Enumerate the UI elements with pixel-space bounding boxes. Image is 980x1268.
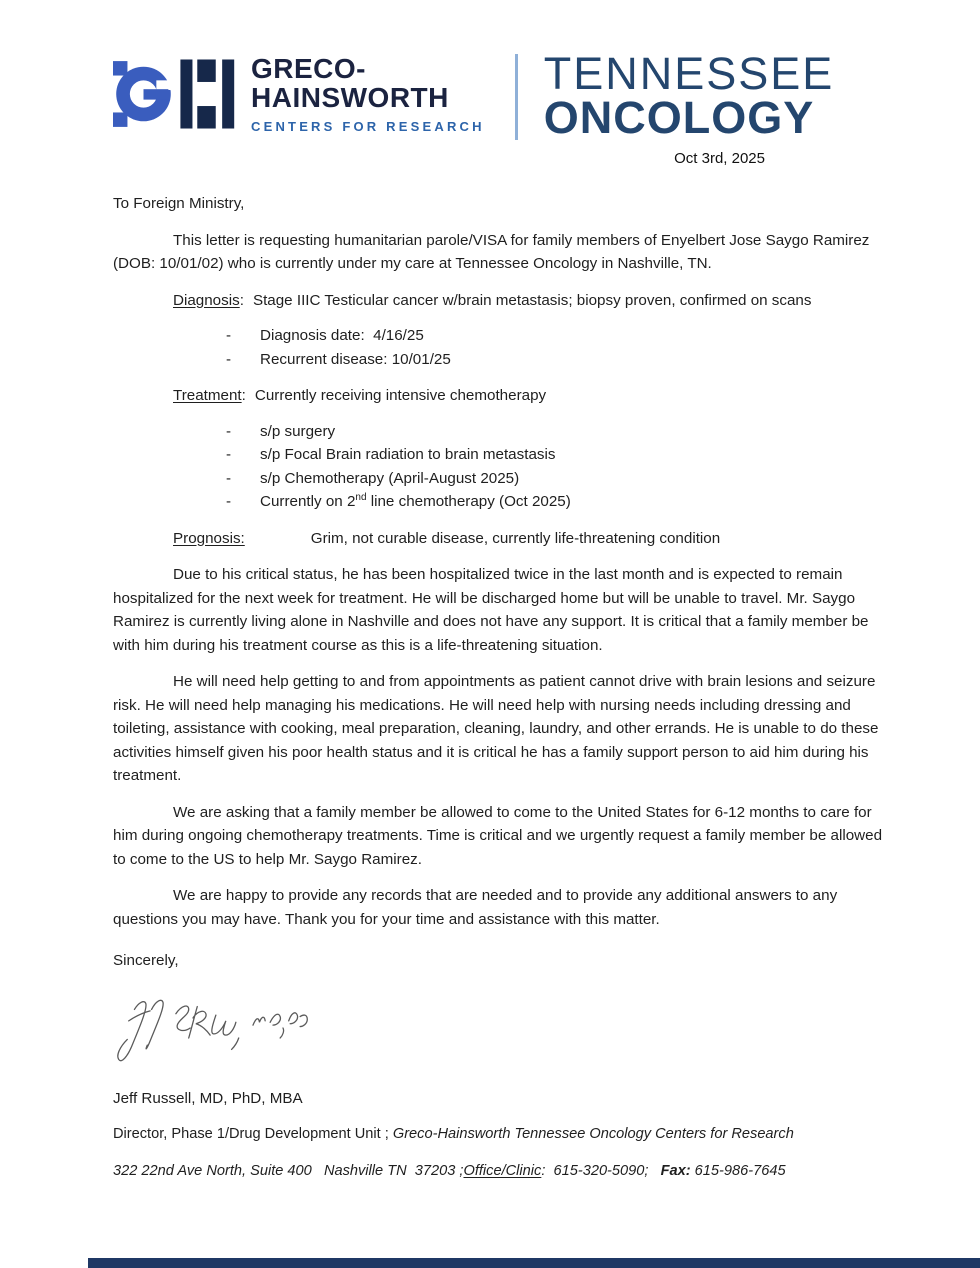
signature-block: [113, 987, 895, 1079]
logo-divider: [515, 54, 518, 140]
diagnosis-colon: :: [239, 291, 244, 309]
paragraph-critical-status: Due to his critical status, he has been hospitalized twice in the last month and is expected to remain hospitalized for the next week for treatment. He will be discharged home but will be unable to travel. Mr. Saygo Ramirez is currently living alone in Nashville and does not have any support. It is critical that a family member be with him during his treatment course as this is a life-threatening situation.: [113, 566, 869, 654]
diagnosis-bullets: [113, 324, 895, 371]
diagnosis-label: Diagnosis: [173, 291, 240, 309]
office-phone: 615-320-5090;: [545, 1162, 661, 1179]
treatment-bullets: [113, 420, 895, 514]
brand-row: [113, 48, 895, 143]
list-item: [113, 324, 895, 348]
contact-line: [113, 1160, 895, 1184]
bullet-dash: -: [226, 493, 232, 510]
paragraph-request: We are asking that a family member be allowed to come to the United States for 6-12 months to care for him during ongoing chemotherapy treatments. Time is critical and we urgently request a family member be allowed to come to the US to help Mr. Saygo Ramirez.: [113, 803, 883, 868]
bullet-dash: -: [226, 327, 232, 344]
logo-name-line1: GRECO-: [251, 53, 366, 84]
bullet-dash: -: [226, 350, 232, 368]
greco-hainsworth-logo-icon: [113, 52, 235, 136]
diagnosis-line: [113, 289, 895, 313]
signatory-credentials: [113, 1123, 895, 1147]
ordinal-superscript: nd: [355, 491, 367, 503]
list-item: [113, 443, 895, 467]
paragraph-records: We are happy to provide any records that are needed and to provide any additional answers to any questions you may have. Thank you for your time and assistance with this matter.: [113, 887, 838, 928]
bullet-text: Recurrent disease: 10/01/25: [260, 350, 451, 368]
logo-name-line2: HAINSWORTH: [251, 82, 449, 113]
salutation: To Foreign Ministry,: [113, 195, 245, 212]
bullet-text: Diagnosis date: 4/16/25: [260, 327, 424, 344]
tennessee-oncology-wordmark: [543, 48, 835, 143]
bullet-text: s/p Chemotherapy (April-August 2025): [260, 469, 520, 487]
handwritten-signature-icon: [113, 987, 313, 1069]
bullet-text-pre: Currently on 2: [260, 493, 356, 510]
tennessee-text: TENNESSEE: [543, 48, 835, 99]
office-colon: :: [541, 1162, 546, 1179]
logo-tagline: CENTERS FOR RESEARCH: [251, 119, 485, 134]
diagnosis-text: Stage IIIC Testicular cancer w/brain metastasis; biopsy proven, confirmed on scans: [252, 291, 812, 309]
treatment-colon: :: [241, 387, 246, 404]
bullet-dash: -: [226, 469, 232, 487]
greco-hainsworth-wordmark: [251, 52, 485, 134]
prognosis-label: Prognosis:: [173, 529, 245, 547]
credentials-title: Director, Phase 1/Drug Development Unit ;: [113, 1126, 393, 1142]
bullet-dash: -: [226, 422, 232, 440]
prognosis-line: [113, 527, 895, 551]
office-clinic-label: Office/Clinic: [463, 1162, 542, 1179]
bullet-dash: -: [226, 446, 232, 463]
treatment-text: Currently receiving intensive chemotherapy: [254, 387, 547, 404]
bullet-text: s/p Focal Brain radiation to brain metastasis: [260, 446, 556, 463]
treatment-line: [113, 384, 895, 408]
bullet-text: s/p surgery: [260, 422, 336, 440]
prognosis-text: Grim, not curable disease, currently life-threatening condition: [310, 529, 721, 547]
credentials-organization: Greco-Hainsworth Tennessee Oncology Centers for Research: [392, 1126, 794, 1142]
list-item: [113, 420, 895, 444]
list-item: [113, 490, 895, 514]
treatment-label: Treatment: [173, 387, 242, 404]
list-item: [113, 467, 895, 491]
fax-number: 615-986-7645: [690, 1162, 786, 1179]
letter-body: [0, 192, 980, 1183]
bullet-text-post: line chemotherapy (Oct 2025): [366, 493, 571, 510]
street-address: 322 22nd Ave North, Suite 400 Nashville TN 37203 ;: [113, 1162, 464, 1179]
letterhead: [0, 0, 980, 167]
intro-paragraph: This letter is requesting humanitarian parole/VISA for family members of Enyelbert Jose Saygo Ramirez (DOB: 10/01/02) who is currently under my care at Tennessee Oncology in Nashville, TN.: [113, 231, 870, 272]
oncology-text: ONCOLOGY: [543, 92, 815, 143]
footer-accent-bar: [88, 1258, 980, 1268]
fax-label: Fax:: [660, 1162, 691, 1179]
closing: Sincerely,: [113, 952, 179, 969]
letter-date: Oct 3rd, 2025: [674, 150, 765, 167]
paragraph-care-needs: He will need help getting to and from appointments as patient cannot drive with brain lesions and seizure risk. He will need help managing his medications. He will need help with nursing needs including dressing and toileting, assistance with cooking, meal preparation, cleaning, laundry, and other errands. He is unable to do these activities himself given his poor health status and it is critical he has a family support person to aid him during his treatment.: [113, 673, 879, 784]
list-item: [113, 348, 895, 372]
signatory-name: Jeff Russell, MD, PhD, MBA: [113, 1089, 303, 1107]
bullet-text: [260, 490, 571, 514]
